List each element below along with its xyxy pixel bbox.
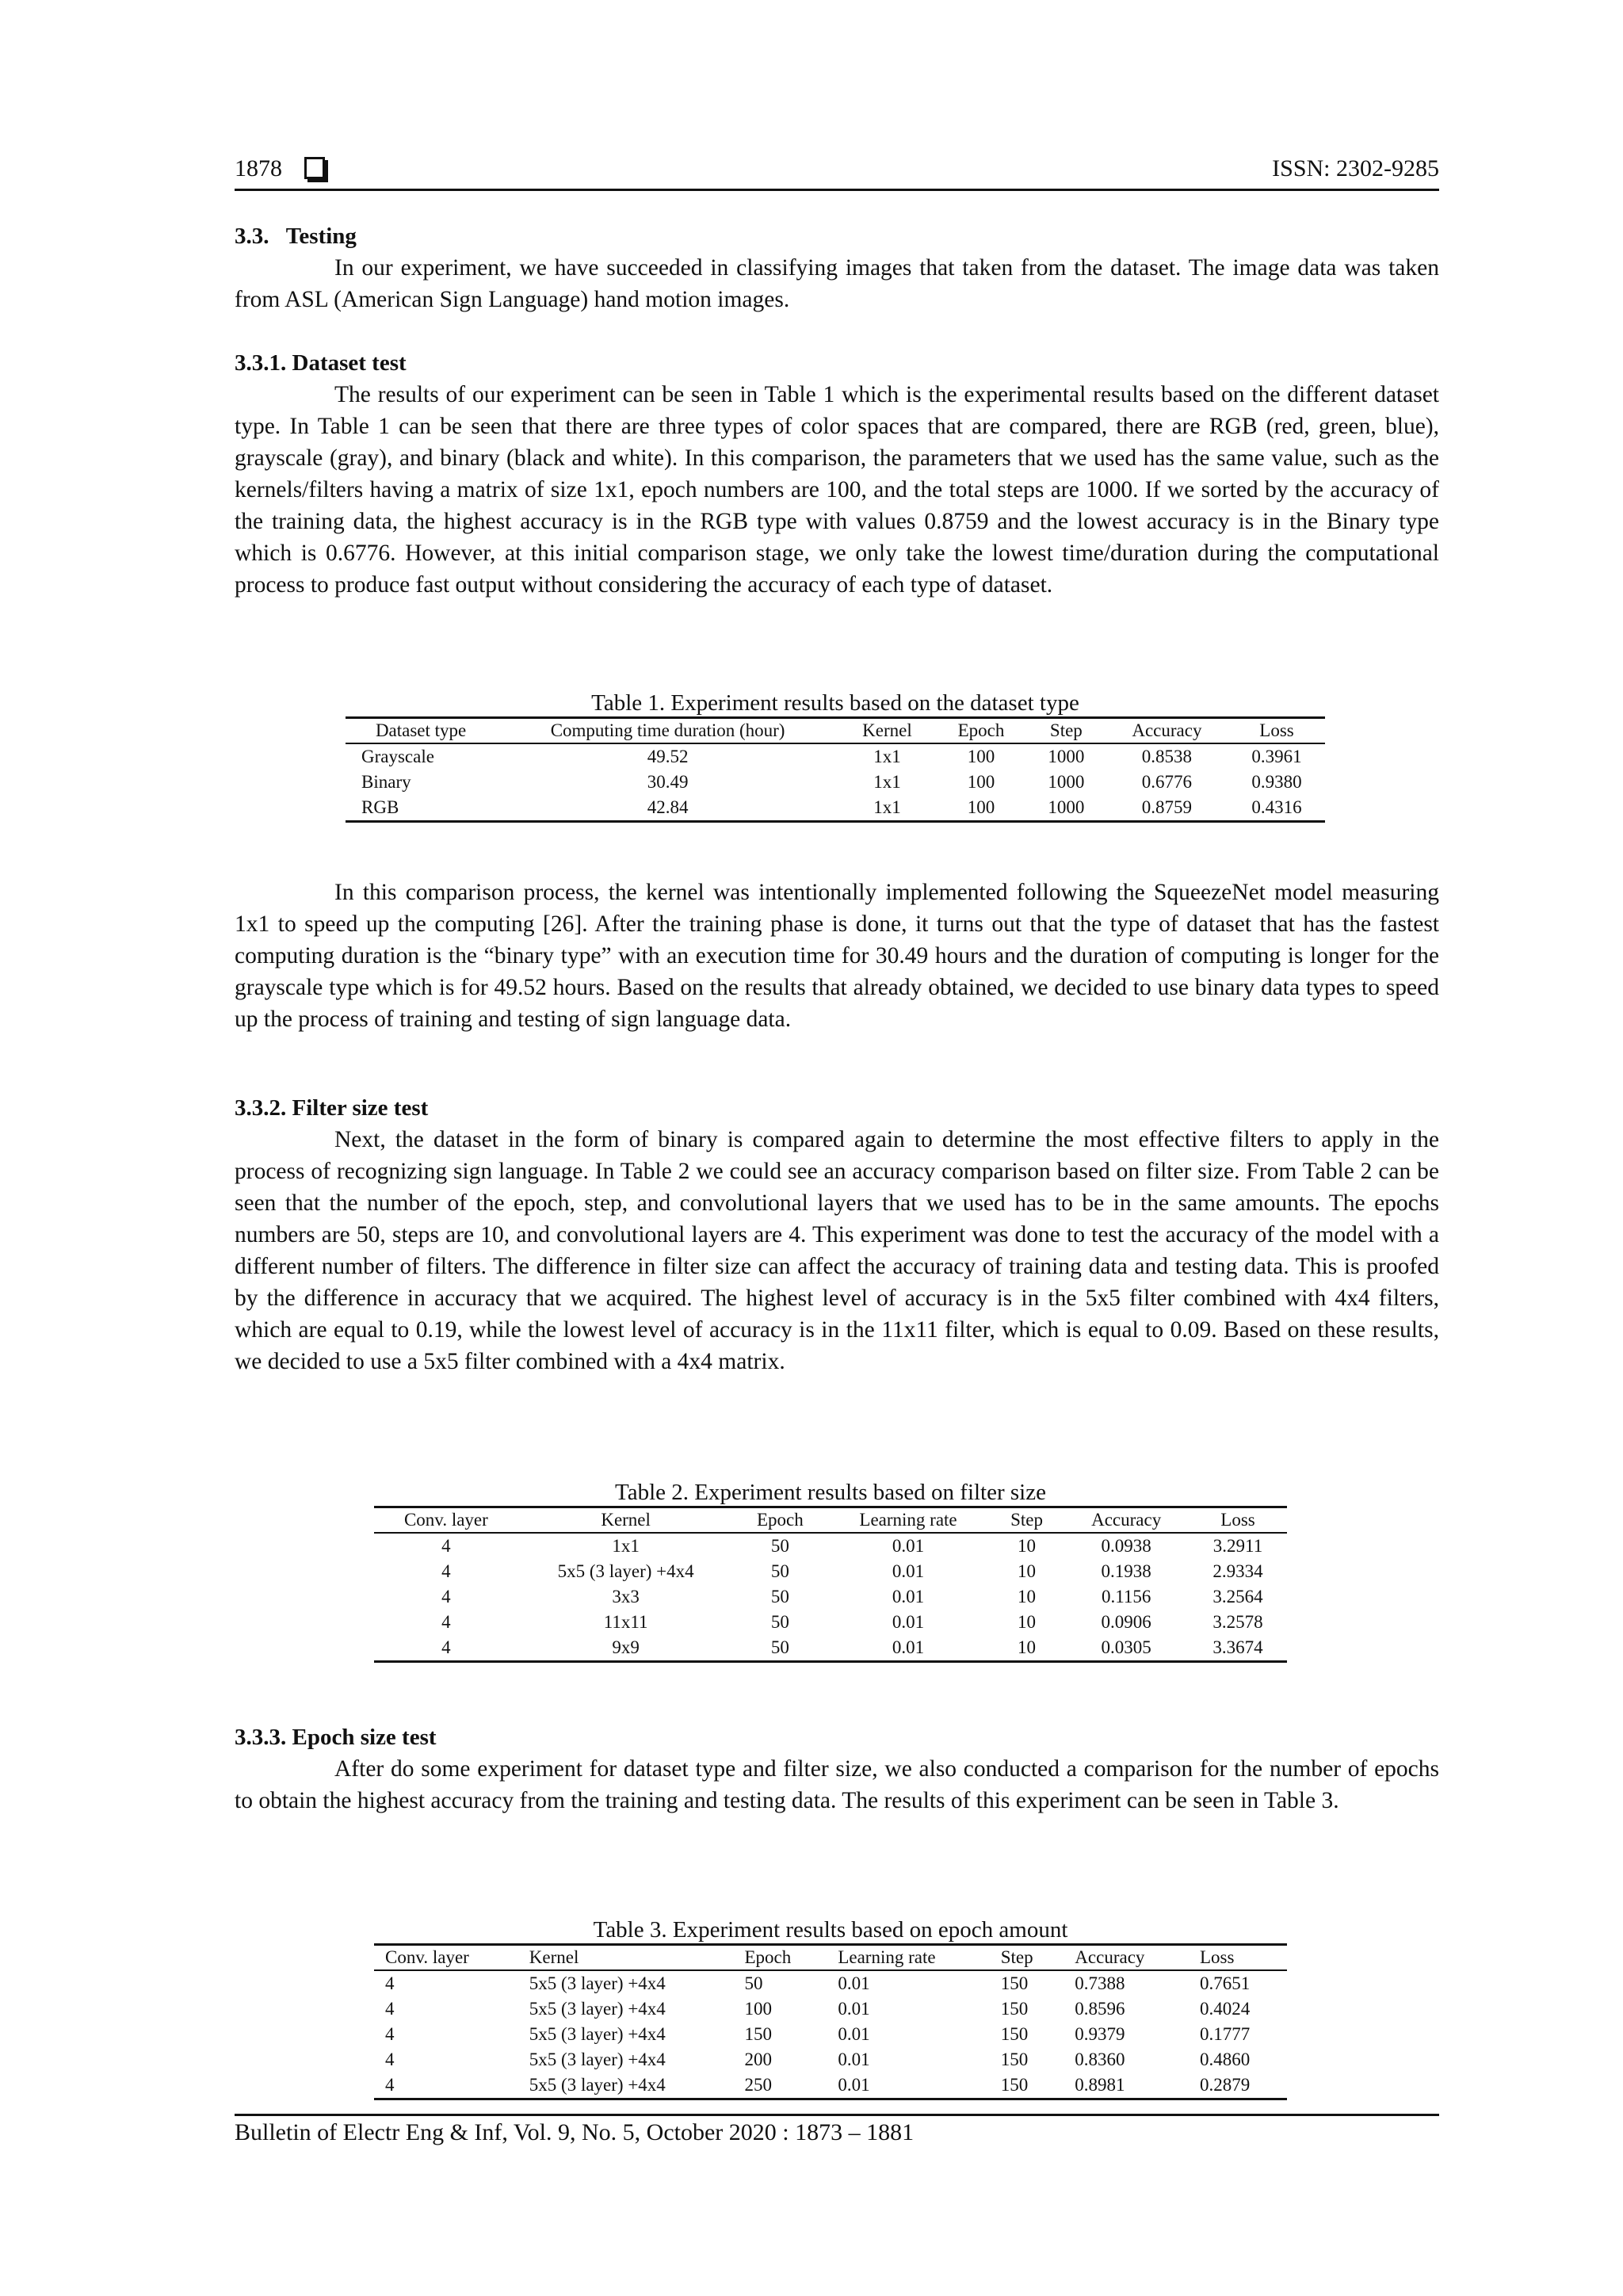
table-header-cell: Epoch: [935, 718, 1027, 744]
table-cell: 0.01: [838, 2050, 870, 2069]
section-heading: 3.3.2. Filter size test: [235, 1095, 429, 1121]
table-header-cell: Conv. layer: [374, 1945, 518, 1971]
section-filter-size-test: [235, 1092, 1439, 1377]
table2-caption: Table 2. Experiment results based on filter size: [615, 1480, 1046, 1505]
table-header-cell: Accuracy: [1064, 1945, 1189, 1971]
table-cell: 50: [733, 1635, 827, 1662]
section-paragraph: In this comparison process, the kernel was intentionally implemented following the SqueezeNet model measuring 1x1 to speed up the computing [26]. After the training phase is done, it turns out that the type of dataset that has the fastest computing duration is the “binary type” with an execution time for 30.49 hours and the duration of computing is longer for the grayscale type which is for 49.52 hours. Based on the results that already obtained, we decided to use binary data types to speed up the process of training and testing of sign language data.: [235, 880, 1439, 1032]
section-heading: 3.3.1. Dataset test: [235, 350, 407, 376]
table-cell: 9x9: [518, 1635, 734, 1662]
table-cell: 150: [1000, 2050, 1029, 2069]
table3: [374, 1916, 1287, 2100]
section-epoch-size-test: [235, 1721, 1439, 1817]
table-cell: 0.01: [838, 2024, 870, 2044]
table-cell: RGB: [346, 795, 496, 822]
table-cell: 3.2564: [1212, 1587, 1263, 1606]
table-cell: 100: [967, 747, 995, 766]
table-cell: 1x1: [839, 795, 935, 822]
table-cell: 150: [990, 2073, 1064, 2099]
table-cell: 0.0305: [1064, 1635, 1189, 1662]
table-cell: 50: [770, 1561, 789, 1581]
table-cell: 50: [770, 1536, 789, 1556]
table-cell: 0.4024: [1200, 1999, 1251, 2019]
table-cell: 50: [770, 1587, 789, 1606]
table-row: [346, 743, 1325, 770]
table-row: [374, 2047, 1287, 2073]
table-cell: 150: [1000, 1973, 1029, 1993]
table-cell: 3.2911: [1212, 1536, 1263, 1556]
table-cell: 5x5 (3 layer) +4x4: [529, 1999, 666, 2019]
table-cell: 3.3674: [1189, 1635, 1287, 1662]
table-cell: 1x1: [873, 747, 901, 766]
table-row: [374, 1584, 1287, 1610]
table-cell: 0.6776: [1141, 772, 1193, 792]
table-cell: 0.8981: [1064, 2073, 1189, 2099]
table-row: [346, 770, 1325, 795]
table-header-cell: Learning rate: [827, 1945, 989, 1971]
table-header-cell: Step: [1027, 718, 1106, 744]
table-cell: 0.01: [892, 1536, 925, 1556]
box-bullet-icon: [304, 157, 325, 179]
table-cell: 4: [385, 2024, 395, 2044]
table-header-cell: Kernel: [518, 1507, 734, 1534]
table3-caption: Table 3. Experiment results based on epoch amount: [593, 1917, 1068, 1943]
table-cell: 0.9380: [1251, 772, 1302, 792]
table1-wrapper: [346, 690, 1325, 823]
table-row: [374, 1559, 1287, 1584]
section-dataset-discussion: [235, 877, 1439, 1035]
table-cell: 0.0906: [1101, 1612, 1151, 1632]
table-cell: 150: [1000, 1999, 1029, 2019]
table-cell: 5x5 (3 layer) +4x4: [529, 2024, 666, 2044]
table2-header-row: [374, 1507, 1287, 1534]
section-testing: [235, 220, 1439, 315]
table-header-cell: Computing time duration (hour): [496, 718, 839, 744]
table-cell: 0.7651: [1200, 1973, 1251, 1993]
section-paragraph: The results of our experiment can be seen in Table 1 which is the experimental results based on the different dataset type. In Table 1 can be seen that there are three types of color spaces that are compared, there are RGB (red, green, blue), grayscale (gray), and binary (black and white). In this comparison, the parameters that we used has the same value, such as the kernels/filters having a matrix of size 1x1, epoch numbers are 100, and the total steps are 1000. If we sorted by the accuracy of the training data, the highest accuracy is in the RGB type with values 0.8759 and the lowest accuracy is in the Binary type which is 0.6776. However, at this initial comparison stage, we only take the lowest time/duration during the computational process to produce fast output without considering the accuracy of each type of dataset.: [235, 382, 1439, 598]
table-cell: 100: [744, 1999, 772, 2019]
table-cell: 49.52: [647, 747, 689, 766]
issn: ISSN: 2302-9285: [1272, 155, 1439, 181]
table-cell: 30.49: [647, 772, 689, 792]
table-cell: 0.4860: [1200, 2050, 1251, 2069]
table3-header-row: [374, 1945, 1287, 1971]
section-paragraph: Next, the dataset in the form of binary is compared again to determine the most effective filters to apply in the process of recognizing sign language. In Table 2 we could see an accuracy comparison based on filter size. From Table 2 can be seen that the number of the epoch, step, and convolutional layers that we used has to be in the same amounts. The epochs numbers are 50, steps are 10, and convolutional layers are 4. This experiment was done to test the accuracy of the model with a different number of filters. The difference in filter size can affect the accuracy of training data and testing data. This is proofed by the difference in accuracy that we acquired. The highest level of accuracy is in the 5x5 filter combined with 4x4 filters, which are equal to 0.19, while the lowest level of accuracy is in the 11x11 filter, which is equal to 0.09. Based on these results, we decided to use a 5x5 filter combined with a 4x4 matrix.: [235, 1127, 1439, 1374]
table-header-cell: Conv. layer: [374, 1507, 518, 1534]
table-cell: 10: [1018, 1612, 1037, 1632]
table-cell: 0.1156: [1101, 1587, 1151, 1606]
table-cell: 4: [441, 1536, 451, 1556]
table-cell: 11x11: [603, 1612, 648, 1632]
table-cell: 4: [385, 1999, 395, 2019]
table-cell: 4: [374, 1635, 518, 1662]
table-cell: 4: [374, 2073, 518, 2099]
table-cell: 0.8596: [1075, 1999, 1125, 2019]
table-cell: 4: [441, 1587, 451, 1606]
table-cell: 2.9334: [1212, 1561, 1263, 1581]
page-footer: [235, 2114, 1439, 2146]
table-cell: 0.9379: [1075, 2024, 1125, 2044]
table-cell: 1000: [1048, 772, 1085, 792]
table-header-cell: Step: [990, 1507, 1064, 1534]
table-row: [374, 1610, 1287, 1635]
table-cell: 1x1: [873, 772, 901, 792]
table-cell: 5x5 (3 layer) +4x4: [518, 2073, 734, 2099]
header-left: [235, 155, 325, 182]
table-row: [374, 2022, 1287, 2047]
table-header-cell: Learning rate: [827, 1507, 989, 1534]
page-header: [235, 155, 1439, 191]
table-cell: 0.2879: [1189, 2073, 1287, 2099]
table-header-cell: Step: [990, 1945, 1064, 1971]
table-header-cell: Dataset type: [346, 718, 496, 744]
table-header-cell: Accuracy: [1106, 718, 1228, 744]
page-number: 1878: [235, 155, 282, 181]
table-cell: 150: [1000, 2024, 1029, 2044]
table-cell: 0.7388: [1075, 1973, 1125, 1993]
table-cell: 3x3: [612, 1587, 640, 1606]
table-cell: 1x1: [612, 1536, 640, 1556]
table-cell: 0.0938: [1101, 1536, 1151, 1556]
table-cell: 0.01: [838, 1999, 870, 2019]
table-cell: 1000: [1027, 795, 1106, 822]
table-cell: 4: [385, 2050, 395, 2069]
table-header-cell: Accuracy: [1064, 1507, 1189, 1534]
table-row: [374, 1970, 1287, 1996]
table-cell: 200: [744, 2050, 772, 2069]
table-row: [374, 1635, 1287, 1662]
table-cell: 1000: [1048, 747, 1085, 766]
table-cell: 0.01: [827, 1635, 989, 1662]
table1-caption: Table 1. Experiment results based on the dataset type: [591, 690, 1079, 716]
section-paragraph: In our experiment, we have succeeded in classifying images that taken from the dataset. The image data was taken from ASL (American Sign Language) hand motion images.: [235, 255, 1439, 312]
page: [235, 155, 1439, 191]
table-header-cell: Loss: [1189, 1945, 1287, 1971]
table-cell: 0.3961: [1251, 747, 1302, 766]
table-cell: 3.2578: [1212, 1612, 1263, 1632]
table-header-cell: Kernel: [839, 718, 935, 744]
table-header-cell: Loss: [1228, 718, 1325, 744]
table-cell: 4: [441, 1612, 451, 1632]
table2: [374, 1479, 1287, 1663]
table-row: [374, 2073, 1287, 2099]
table-cell: 4: [441, 1561, 451, 1581]
table2-wrapper: [374, 1479, 1287, 1663]
table-cell: 5x5 (3 layer) +4x4: [529, 2050, 666, 2069]
table-cell: 42.84: [496, 795, 839, 822]
table-cell: 0.01: [838, 1973, 870, 1993]
table-cell: 0.8360: [1075, 2050, 1125, 2069]
footer-citation: Bulletin of Electr Eng & Inf, Vol. 9, No. 5, October 2020 : 1873 – 1881: [235, 2119, 915, 2145]
table-cell: 0.01: [827, 2073, 989, 2099]
table-cell: 5x5 (3 layer) +4x4: [529, 1973, 666, 1993]
table-cell: 0.1777: [1200, 2024, 1251, 2044]
table-cell: 0.01: [892, 1561, 925, 1581]
table-cell: 0.01: [892, 1587, 925, 1606]
table-cell: Grayscale: [361, 747, 434, 766]
table-row: [374, 1996, 1287, 2022]
table-cell: 100: [935, 795, 1027, 822]
section-heading: 3.3. Testing: [235, 223, 357, 249]
table-cell: Binary: [361, 772, 411, 792]
table-cell: 0.01: [892, 1612, 925, 1632]
table-cell: 0.8538: [1141, 747, 1193, 766]
table-header-cell: Kernel: [518, 1945, 734, 1971]
section-dataset-test: [235, 347, 1439, 601]
table-row: [346, 795, 1325, 822]
table-cell: 10: [990, 1635, 1064, 1662]
table-cell: 0.8759: [1106, 795, 1228, 822]
table1: [346, 690, 1325, 823]
table-header-cell: Epoch: [733, 1945, 827, 1971]
table-cell: 0.4316: [1228, 795, 1325, 822]
table-cell: 4: [385, 1973, 395, 1993]
table-cell: 0.1938: [1101, 1561, 1151, 1581]
table-cell: 50: [770, 1612, 789, 1632]
section-heading: 3.3.3. Epoch size test: [235, 1725, 437, 1750]
table3-wrapper: [374, 1916, 1287, 2100]
table1-header-row: [346, 718, 1325, 744]
table-cell: 10: [1018, 1536, 1037, 1556]
table-cell: 50: [744, 1973, 763, 1993]
table-cell: 150: [744, 2024, 772, 2044]
table-cell: 5x5 (3 layer) +4x4: [557, 1561, 694, 1581]
table-cell: 10: [1018, 1561, 1037, 1581]
table-cell: 10: [1018, 1587, 1037, 1606]
table-cell: 250: [733, 2073, 827, 2099]
section-paragraph: After do some experiment for dataset type and filter size, we also conducted a comparison for the number of epochs to obtain the highest accuracy from the training and testing data. The results of this experiment can be seen in Table 3.: [235, 1756, 1439, 1813]
table-cell: 100: [967, 772, 995, 792]
table-header-cell: Loss: [1189, 1507, 1287, 1534]
table-header-cell: Epoch: [733, 1507, 827, 1534]
table-row: [374, 1533, 1287, 1559]
